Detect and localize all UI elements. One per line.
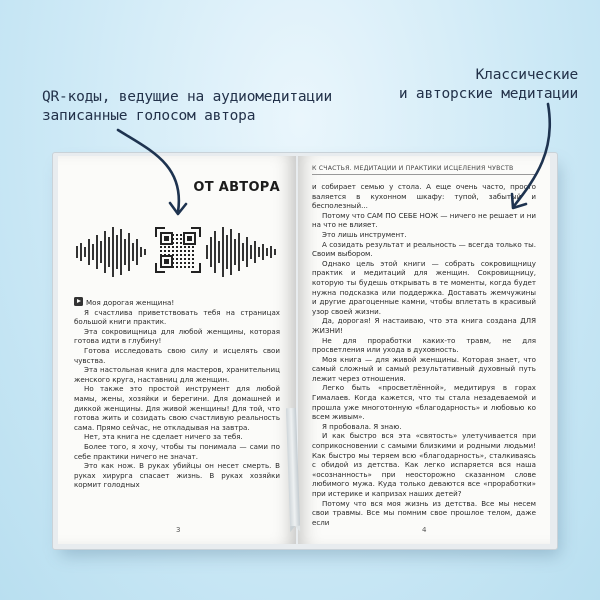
paragraph: Я счастлива приветствовать тебя на страницах большой книги практик. [74, 307, 280, 327]
paragraph: Потому что САМ ПО СЕБЕ НОЖ — ничего не решает и ни на что не влияет. [312, 210, 536, 230]
caption-line: и авторские медитации [398, 86, 578, 102]
caption-qr-codes [42, 88, 332, 126]
paragraph: Готова исследовать свою силу и исцелять свои чувства. [74, 345, 280, 365]
paragraph: Потому что вся моя жизнь из детства. Все мы несем свои травмы. Все мы помним свое прошлое телом, даже если [312, 498, 536, 527]
caption-line: QR-коды, ведущие на аудиомедитации [42, 89, 333, 105]
page-number: 3 [176, 526, 181, 534]
qr-code[interactable] [155, 227, 201, 273]
left-page-body [74, 297, 280, 490]
paragraph: Но также это простой инструмент для любой мамы, жены, хозяйки и берегини. Для домашней и диккой женщины. Для живой женщины! Для той, что готова жить и созидать свою счастливую реальность сама. Прямо сейчас, не откладывая на завтра. [74, 384, 280, 432]
paragraph: И как быстро вся эта «святость» улетучивается при соприкосновении с самыми близкими и родными людьми! Как быстро мы теряем всю «благодарность», сталкиваясь с обидой из детства. Как легко испаряется вся наша «осознанность» при неосторожно сказанном слове любимого мужа. Куда только деваются все «проработки» при истерике и капризах наших детей? [312, 431, 536, 498]
chapter-title: ОТ АВТОРА [193, 180, 280, 195]
paragraph: Не для проработки каких-то травм, не для просветления или ухода в духовность. [312, 335, 536, 355]
paragraph: Я пробовала. Я знаю. [322, 421, 402, 431]
paragraph: Да, дорогая! Я настаиваю, что эта книга создана ДЛЯ ЖИЗНИ! [312, 316, 536, 335]
paragraph: Эта сокровищница для любой женщины, которая готова идти в глубину! [74, 326, 280, 346]
soundwave-right-icon [204, 217, 282, 287]
caption-line: записанные голосом автора [42, 108, 256, 124]
paragraph: Более того, я хочу, чтобы ты понимала — сами по себе практики ничего не значат. [74, 441, 280, 461]
left-page [58, 156, 296, 544]
open-book [52, 152, 560, 552]
caption-meditations [399, 66, 578, 104]
paragraph: А созидать результат и реальность — всегда только ты. Своим выбором. [312, 239, 536, 259]
caption-line: Классические [475, 67, 578, 83]
soundwave-left-icon [74, 217, 152, 287]
audio-qr-block [74, 217, 280, 287]
paragraph: и собирает семью у стола. А еще очень часто, просто валяется в кухонном шкафу: тупой, забытый и бесполезный... [312, 182, 536, 211]
page-number: 4 [422, 526, 427, 534]
paragraph: Нет, эта книга не сделает ничего за тебя. [84, 432, 243, 442]
running-head: К СЧАСТЬЯ. МЕДИТАЦИИ И ПРАКТИКИ ИСЦЕЛЕНИЯ ЧУВСТВ [312, 165, 536, 175]
paragraph: Это как нож. В руках убийцы он несет смерть. В руках хирурга спасает жизнь. В руках хозяйки кормит голодных [74, 461, 280, 490]
paragraph: Моя книга — для живой женщины. Которая знает, что самый сложный и самый результативный духовный путь лежит через отношения. [312, 354, 536, 383]
qr-code-icon [160, 232, 196, 268]
right-page-body [312, 182, 536, 527]
paragraph: Эта настольная книга для мастеров, хранительниц женского круга, наставниц для женщин. [74, 365, 280, 384]
paragraph: Моя дорогая женщина! [74, 297, 280, 308]
right-page [298, 156, 550, 544]
paragraph: Легко быть «просветлённой», медитируя в горах Гималаев. Когда кажется, что ты стала незадеваемой и прошла уже многотонную «благодарность» и любовью ко всем живым». [312, 383, 536, 422]
play-icon[interactable] [74, 297, 83, 306]
paragraph: Однако цель этой книги — собрать сокровищницу практик и медитаций для женщин. Сокровищницу, которую ты будешь открывать в те моменты, когда будет нужна подсказка или поддержка. Доставать жемчужины и другие драгоценные камни, чтобы вплетать в красивый узор своей жизни. [312, 258, 536, 316]
paragraph: Это лишь инструмент. [322, 229, 407, 239]
